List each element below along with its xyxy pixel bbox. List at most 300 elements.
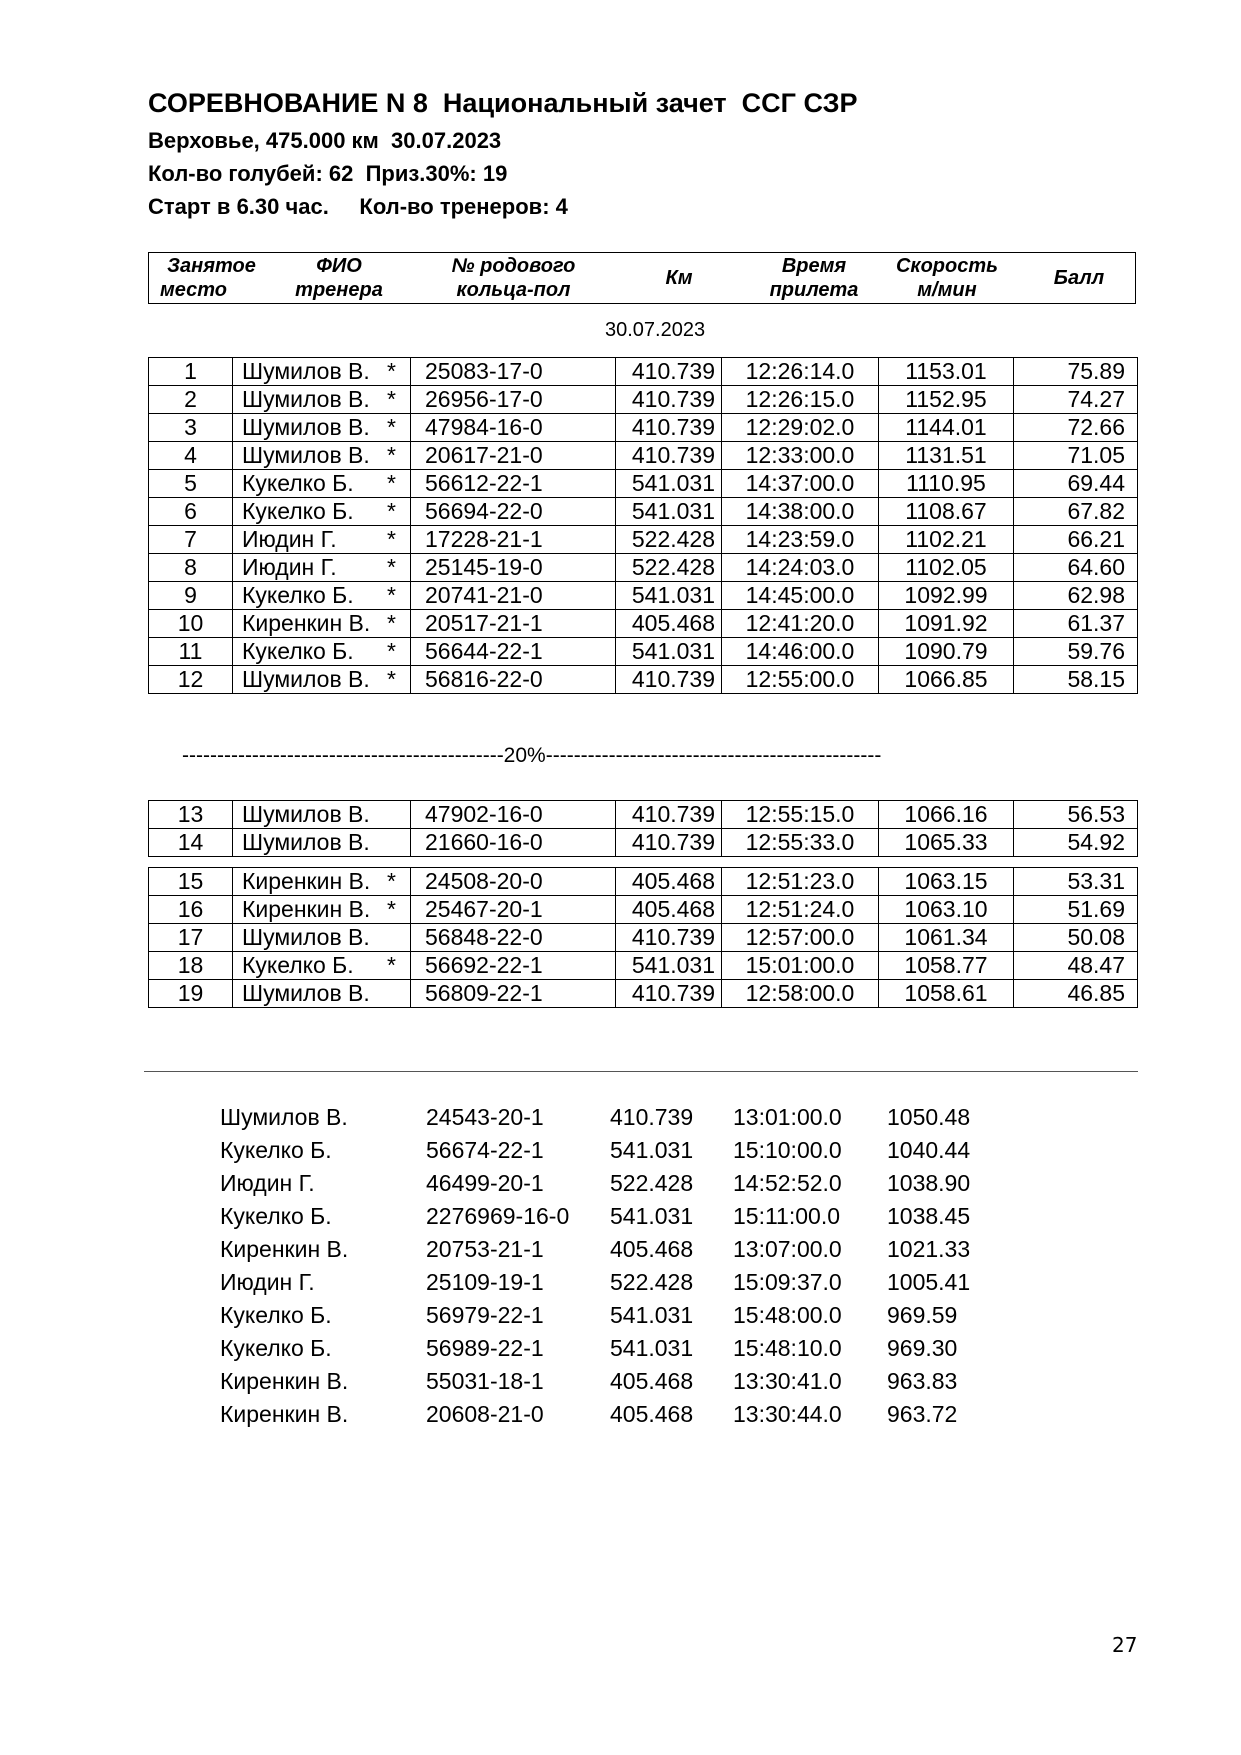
km-value: 405.468 [610,1236,694,1262]
cell-score [1014,498,1138,526]
star-mark: * [387,666,396,692]
ring-value: 56816-22-0 [425,666,543,692]
name-value: Киренкин В. [220,1368,349,1394]
cell-speed [879,610,1014,638]
table-row [149,470,1138,498]
time-value: 14:37:00.0 [745,470,855,496]
time-value: 12:26:14.0 [745,358,855,384]
cell-name [233,638,411,666]
col-name-header [279,254,399,302]
cell-score [1014,358,1138,386]
ring-value: 47902-16-0 [425,801,543,827]
cell-time [722,554,879,582]
cell-score [1014,924,1138,952]
name-value: Кукелко Б. [242,638,354,664]
cell-name [233,386,411,414]
speed-value: 1102.05 [905,554,987,580]
ring-value: 2276969-16-0 [426,1203,570,1229]
cell-km [616,582,722,610]
cell-score [1014,868,1138,896]
time-value: 14:24:03.0 [745,554,855,580]
cell-name [233,470,411,498]
pigeon-count: Кол-во голубей: 62 Приз.30%: 19 [148,161,508,186]
speed-value: 1066.85 [904,666,988,692]
cell-ring [411,924,616,952]
name-value: Шумилов В. [242,801,370,827]
time-value: 14:38:00.0 [745,498,855,524]
ring-value: 56674-22-1 [426,1137,544,1163]
cell-place [149,358,233,386]
cell-place [149,801,233,829]
name-value: Шумилов В. [242,442,370,468]
time-value: 12:33:00.0 [745,442,855,468]
cell-speed [879,980,1014,1008]
col-name-line2: тренера [295,279,383,301]
cell-speed [879,896,1014,924]
speed-value: 1110.95 [906,470,986,496]
speed-value: 963.83 [887,1368,958,1394]
cell-place [149,414,233,442]
ring-value: 56809-22-1 [425,980,543,1006]
name-value: Шумилов В. [242,386,370,412]
col-name-line1: ФИО [316,255,362,277]
name-value: Июдин Г. [242,526,337,552]
ring-value: 25467-20-1 [425,896,543,922]
km-value: 522.428 [631,526,715,552]
star-mark: * [387,358,396,384]
cell-km [616,442,722,470]
cell-score [1014,386,1138,414]
speed-value: 1066.16 [904,801,988,827]
speed-value: 1038.90 [887,1170,971,1196]
km-value: 410.739 [631,801,715,827]
name-value: Кукелко Б. [242,498,354,524]
km-value: 410.739 [631,924,715,950]
cell-time [722,666,879,694]
cell-time [722,526,879,554]
cell-ring [411,896,616,924]
speed-value: 1058.61 [904,980,988,1006]
time-value: 12:57:00.0 [745,924,855,950]
km-value: 405.468 [631,868,715,894]
star-mark: * [387,610,396,636]
cell-speed [879,638,1014,666]
speed-value: 1102.21 [905,526,987,552]
star-mark: * [387,638,396,664]
speed-value: 1040.44 [887,1137,971,1163]
cell-score [1014,801,1138,829]
time-value: 12:55:15.0 [745,801,855,827]
cell-place [149,952,233,980]
table-row [149,980,1138,1008]
cell-time [722,386,879,414]
km-value: 410.739 [610,1104,694,1130]
start-info: Старт в 6.30 час. Кол-во тренеров: 4 [148,194,568,219]
ring-value: 25145-19-0 [425,554,543,580]
speed-value: 1063.10 [904,896,988,922]
cell-ring [411,801,616,829]
cell-score [1014,952,1138,980]
cell-score [1014,470,1138,498]
time-value: 15:01:00.0 [745,952,855,978]
page-number: 27 [1112,1633,1138,1657]
cell-ring [411,610,616,638]
name-value: Киренкин В. [242,868,371,894]
table-row [149,829,1138,857]
score-value: 54.92 [1067,829,1125,855]
km-value: 541.031 [631,582,715,608]
ring-value: 21660-16-0 [425,829,543,855]
cell-speed [879,829,1014,857]
cell-name [233,924,411,952]
cell-km [616,952,722,980]
score-value: 50.08 [1067,924,1125,950]
cell-score [1014,582,1138,610]
cell-km [616,414,722,442]
cell-ring [411,868,616,896]
ring-value: 25109-19-1 [426,1269,544,1295]
cell-ring [411,470,616,498]
ring-value: 56694-22-0 [425,498,543,524]
km-value: 522.428 [610,1170,694,1196]
km-value: 541.031 [631,498,715,524]
cell-km [616,666,722,694]
cell-name [233,414,411,442]
speed-value: 1063.15 [904,868,988,894]
cell-name [233,868,411,896]
time-value: 12:26:15.0 [745,386,855,412]
km-value: 405.468 [631,896,715,922]
cell-place [149,554,233,582]
score-value: 71.05 [1067,442,1125,468]
name-value: Киренкин В. [242,896,371,922]
cell-time [722,980,879,1008]
table-row [149,498,1138,526]
km-value: 410.739 [631,666,715,692]
speed-value: 1144.01 [905,414,987,440]
cell-name [233,582,411,610]
results-table-bottom [148,867,1138,1008]
place-value: 2 [184,386,197,412]
cell-score [1014,638,1138,666]
col-speed-line2: м/мин [917,279,977,301]
place-value: 5 [184,470,197,496]
km-value: 410.739 [631,414,715,440]
cell-name [233,896,411,924]
col-time-line1: Время [781,255,847,277]
score-value: 59.76 [1067,638,1125,664]
cell-speed [879,526,1014,554]
col-place-line1: Занятое [167,255,256,277]
cell-time [722,498,879,526]
table-row [149,868,1138,896]
cell-place [149,442,233,470]
name-value: Киренкин В. [220,1236,349,1262]
speed-value: 1061.34 [904,924,988,950]
score-value: 53.31 [1067,868,1125,894]
cell-score [1014,829,1138,857]
time-value: 14:45:00.0 [745,582,855,608]
ring-value: 55031-18-1 [426,1368,544,1394]
table-row [149,414,1138,442]
cell-km [616,554,722,582]
place-value: 16 [177,896,204,922]
name-value: Шумилов В. [242,666,370,692]
table-row [149,801,1138,829]
speed-value: 1021.33 [887,1236,971,1262]
cell-time [722,582,879,610]
cell-ring [411,498,616,526]
place-value: 12 [177,666,204,692]
name-value: Кукелко Б. [242,470,354,496]
score-value: 56.53 [1067,801,1125,827]
time-value: 15:48:10.0 [733,1335,842,1361]
cell-time [722,610,879,638]
time-value: 12:51:24.0 [745,896,855,922]
cell-ring [411,414,616,442]
name-value: Шумилов В. [220,1104,348,1130]
table-row [149,666,1138,694]
col-ring-line1: № родового [451,255,576,277]
ring-value: 25083-17-0 [425,358,543,384]
place-value: 9 [184,582,197,608]
place-value: 18 [177,952,204,978]
name-value: Шумилов В. [242,980,370,1006]
km-value: 541.031 [610,1302,694,1328]
score-value: 58.15 [1067,666,1125,692]
name-value: Шумилов В. [242,414,370,440]
name-value: Киренкин В. [242,610,371,636]
cell-speed [879,924,1014,952]
col-ring-line2: кольца-пол [456,279,571,301]
place-value: 11 [178,638,203,664]
col-place-header [159,254,264,302]
time-value: 12:55:00.0 [745,666,855,692]
km-value: 405.468 [610,1401,694,1427]
table-row [149,386,1138,414]
score-value: 64.60 [1067,554,1125,580]
results-table-top [148,357,1138,694]
cell-time [722,801,879,829]
time-value: 14:46:00.0 [745,638,855,664]
cell-ring [411,980,616,1008]
ring-value: 24543-20-1 [426,1104,544,1130]
ring-value: 56848-22-0 [425,924,543,950]
speed-value: 1153.01 [905,358,987,384]
speed-value: 1058.77 [904,952,988,978]
col-speed-header [882,254,1012,302]
star-mark: * [387,442,396,468]
cell-ring [411,952,616,980]
cell-score [1014,414,1138,442]
cell-km [616,358,722,386]
cell-km [616,498,722,526]
col-km-header: Км [665,267,693,289]
cell-name [233,526,411,554]
ring-value: 56989-22-1 [426,1335,544,1361]
cell-ring [411,554,616,582]
name-value: Шумилов В. [242,358,370,384]
place-value: 13 [177,801,204,827]
time-value: 13:07:00.0 [733,1236,842,1262]
date-label: 30.07.2023 [605,319,706,341]
cell-ring [411,386,616,414]
table-row [149,610,1138,638]
table-row [149,442,1138,470]
cell-km [616,868,722,896]
speed-value: 1091.92 [904,610,988,636]
ring-value: 20617-21-0 [425,442,543,468]
cell-km [616,980,722,1008]
km-value: 522.428 [610,1269,694,1295]
col-score-header: Балл [1053,267,1105,289]
ring-value: 56979-22-1 [426,1302,544,1328]
ring-value: 46499-20-1 [426,1170,544,1196]
cell-score [1014,896,1138,924]
name-value: Кукелко Б. [220,1335,332,1361]
speed-value: 963.72 [887,1401,958,1427]
cell-km [616,924,722,952]
cell-time [722,868,879,896]
name-value: Кукелко Б. [220,1203,332,1229]
name-value: Июдин Г. [242,554,337,580]
score-value: 69.44 [1067,470,1125,496]
score-value: 48.47 [1067,952,1125,978]
name-value: Шумилов В. [242,924,370,950]
table-row [149,526,1138,554]
name-value: Июдин Г. [220,1269,315,1295]
speed-value: 1090.79 [904,638,988,664]
cell-speed [879,386,1014,414]
star-mark: * [387,470,396,496]
time-value: 12:58:00.0 [745,980,855,1006]
cell-name [233,952,411,980]
cell-place [149,896,233,924]
speed-value: 1065.33 [904,829,988,855]
km-value: 405.468 [631,610,715,636]
speed-value: 1038.45 [887,1203,971,1229]
place-value: 8 [184,554,197,580]
cell-score [1014,980,1138,1008]
star-mark: * [387,868,396,894]
cell-speed [879,358,1014,386]
star-mark: * [387,414,396,440]
col-place-line2: место [159,279,228,301]
cell-score [1014,666,1138,694]
speed-value: 1131.51 [905,442,987,468]
cell-time [722,358,879,386]
cell-speed [879,952,1014,980]
cell-name [233,980,411,1008]
km-value: 541.031 [631,952,715,978]
cell-place [149,924,233,952]
star-mark: * [387,896,396,922]
cell-km [616,526,722,554]
cell-name [233,442,411,470]
cell-name [233,498,411,526]
table-row [149,896,1138,924]
cell-time [722,829,879,857]
table-row [149,924,1138,952]
cell-place [149,868,233,896]
cell-km [616,638,722,666]
table-row [149,582,1138,610]
cell-name [233,666,411,694]
name-value: Киренкин В. [220,1401,349,1427]
cell-speed [879,442,1014,470]
km-value: 541.031 [631,638,715,664]
cell-score [1014,526,1138,554]
table-row [149,554,1138,582]
cell-ring [411,442,616,470]
cell-speed [879,554,1014,582]
km-value: 410.739 [631,358,715,384]
time-value: 13:30:41.0 [733,1368,842,1394]
cell-speed [879,470,1014,498]
time-value: 14:52:52.0 [733,1170,842,1196]
score-value: 61.37 [1067,610,1125,636]
place-value: 10 [177,610,204,636]
cell-time [722,924,879,952]
cell-place [149,526,233,554]
page-title: СОРЕВНОВАНИЕ N 8 Национальный зачет ССГ СЗР [148,88,858,118]
time-value: 15:10:00.0 [733,1137,842,1163]
column-headers [148,252,1136,304]
ring-value: 47984-16-0 [425,414,543,440]
cell-km [616,470,722,498]
cell-time [722,470,879,498]
cell-speed [879,582,1014,610]
cell-time [722,952,879,980]
score-value: 66.21 [1067,526,1125,552]
ring-value: 20517-21-1 [425,610,543,636]
cell-speed [879,498,1014,526]
km-value: 541.031 [610,1137,694,1163]
col-ring-header [421,254,606,302]
time-value: 13:30:44.0 [733,1401,842,1427]
speed-value: 969.30 [887,1335,958,1361]
star-mark: * [387,386,396,412]
place-value: 17 [177,924,204,950]
cell-km [616,896,722,924]
cell-place [149,582,233,610]
cell-ring [411,638,616,666]
place-value: 1 [184,358,197,384]
ring-value: 56692-22-1 [425,952,543,978]
cell-name [233,358,411,386]
score-value: 62.98 [1067,582,1125,608]
km-value: 541.031 [610,1203,694,1229]
speed-value: 1152.95 [905,386,987,412]
time-value: 14:23:59.0 [745,526,855,552]
cell-score [1014,442,1138,470]
ring-value: 24508-20-0 [425,868,543,894]
time-value: 12:41:20.0 [745,610,855,636]
km-value: 410.739 [631,442,715,468]
ring-value: 20753-21-1 [426,1236,544,1262]
cell-place [149,829,233,857]
cell-name [233,554,411,582]
star-mark: * [387,952,396,978]
score-value: 74.27 [1067,386,1125,412]
place-value: 15 [177,868,204,894]
ring-value: 20741-21-0 [425,582,543,608]
name-value: Кукелко Б. [220,1137,332,1163]
cell-time [722,896,879,924]
cell-name [233,610,411,638]
time-value: 12:29:02.0 [745,414,855,440]
speed-value: 1092.99 [904,582,988,608]
